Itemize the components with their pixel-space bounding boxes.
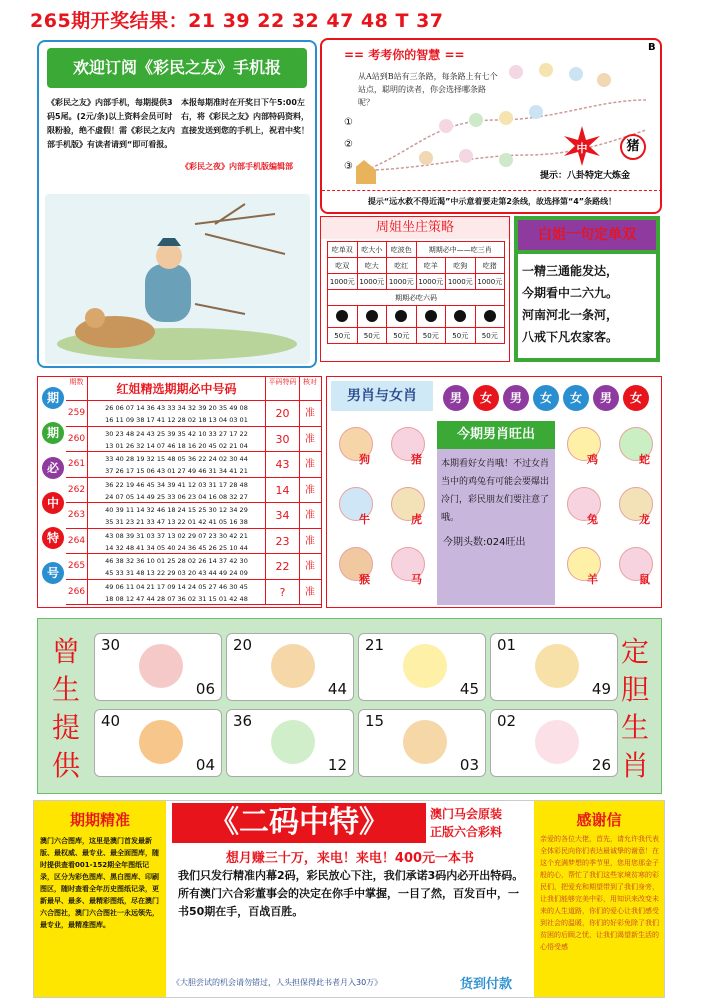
zhou-dot-2 [357, 306, 387, 328]
gender-circles [441, 385, 661, 411]
red-issue: 259 [66, 401, 88, 426]
zhou-r3c5: 50元 [446, 328, 476, 344]
animal-label: 猴 [359, 573, 370, 586]
quiz-title: == 考考你的智慧 == [344, 48, 465, 62]
red-numbers-line2: 16 11 09 38 17 41 12 28 02 18 13 04 03 01 [105, 416, 248, 424]
zhou-r3c4: 50元 [416, 328, 446, 344]
red-numbers-line1: 46 38 32 36 10 01 25 28 02 26 14 37 42 30 [105, 557, 248, 565]
red-special: 34 [266, 503, 300, 528]
red-rows [66, 401, 322, 605]
gender-circle: 女 [623, 385, 649, 411]
subscribe-left-text: 《彩民之友》内部手机，每期提供3码5尾。(2元/条)以上资料会员可时限粉验，绝不虚假！需《彩民之友内部手机版》有读者请到“即可看报。 [47, 98, 175, 149]
quiz-corner: B [648, 42, 656, 53]
zhou-r3c2: 50元 [357, 328, 387, 344]
animal-cell [611, 541, 661, 597]
female-grid [559, 421, 659, 605]
zodiac-card [490, 633, 618, 701]
zhou-six: 期期必吃六码 [328, 290, 505, 306]
red-row [66, 503, 322, 529]
left-v-1: 曾 [51, 635, 80, 668]
zodiac-icon [403, 644, 447, 688]
animal-cell [331, 481, 381, 537]
right-v-4: 肖 [620, 749, 649, 782]
animal-label: 鼠 [639, 573, 650, 586]
red-row [66, 452, 322, 478]
red-numbers [88, 427, 266, 452]
zodiac-card [358, 709, 486, 777]
animal-cell [331, 421, 381, 477]
card-number-top: 01 [497, 636, 517, 654]
ema-side [430, 805, 502, 841]
cod-label: 货到付款 [460, 977, 513, 992]
zhou-r2c4: 1000元 [416, 274, 446, 290]
card-number-top: 40 [101, 712, 121, 730]
red-numbers-line1: 30 23 48 24 43 25 39 35 42 10 33 27 17 22 [105, 429, 248, 438]
gender-title: 男肖与女肖 [331, 381, 433, 411]
red-issue: 264 [66, 529, 88, 554]
zhou-r1c2: 吃大 [357, 258, 387, 274]
gender-circle: 女 [473, 385, 499, 411]
route-3: ③ [344, 161, 353, 172]
red-numbers [88, 554, 266, 579]
left-v-4: 供 [51, 749, 80, 782]
bai-panel [514, 216, 660, 362]
thx-text: 亲爱的各位大佬，首先，请允许我代表全体彩民向你们表达最诚挚的谢意！在这个充满梦想的季节里，您用您那金子般的心，帮忙了我们这些家境贫寒的彩民们，把爱充和期望带到了我们身旁，让我们能够完美中彩，用知识来改变未来的人生道路，你们的爱心让我们感受到社会的温暖，你们的好彩免除了我们贫困的后顾之忧，让我们渴望新生活的心悟受感 [540, 835, 659, 951]
subscribe-sign: 《彩民之夜》内部手机版编辑部 [181, 162, 293, 171]
quiz-panel [320, 38, 662, 214]
zhou-title: 周姐坐庄策略 [321, 217, 509, 239]
red-numbers-line1: 36 22 19 46 45 34 39 41 12 03 31 17 28 48 [105, 480, 248, 489]
red-numbers-line2: 14 32 48 41 34 05 40 24 36 45 26 25 10 44 [105, 543, 248, 552]
red-check: 准 [305, 561, 315, 572]
gender-circle: 女 [563, 385, 589, 411]
side-3: 必 [42, 457, 64, 479]
red-h-special: 平码特码 [266, 377, 300, 400]
red-row [66, 554, 322, 580]
gender-circle: 男 [593, 385, 619, 411]
zodiac-card [226, 709, 354, 777]
animal-label: 兔 [587, 513, 598, 526]
ema-note: 《大胆尝试的机会请勿错过，人头担保得此书者月入30万》 [172, 978, 383, 987]
animal-label: 牛 [359, 513, 370, 526]
zodiac-card [490, 709, 618, 777]
red-numbers [88, 503, 266, 528]
card-number-bottom: 49 [591, 680, 611, 698]
zhou-r2c2: 1000元 [357, 274, 387, 290]
thx-title: 感谢信 [576, 811, 622, 829]
quiz-tip: 提示“远水救不得近渴”中示意着要走第2条线，故选择第“4”条路线！ [322, 190, 662, 214]
animal-label: 龙 [639, 513, 650, 526]
zodiac-icon [271, 644, 315, 688]
ema-side-1: 澳门马会原装 [430, 807, 503, 821]
side-5: 特 [42, 527, 64, 549]
ema-panel [168, 801, 532, 997]
zhou-r2c6: 1000元 [475, 274, 505, 290]
gender-circle: 男 [443, 385, 469, 411]
red-check: 准 [305, 459, 315, 470]
animal-label: 鸡 [587, 453, 598, 466]
route-1: ① [344, 117, 353, 128]
left-vertical [46, 633, 86, 785]
ema-body: 我们只发行精准内幕2码，彩民放心下注，我们承诺3码内必开出特码。所有澳门六合彩董事会的决定在你手中掌握，一目了然，百发百中，一书50期在手，百战百胜。 [178, 869, 524, 918]
zhou-r1c6: 吃猪 [475, 258, 505, 274]
bai-poem [518, 254, 656, 358]
red-check: 准 [305, 408, 315, 419]
card-number-bottom: 06 [195, 680, 215, 698]
red-numbers-line1: 43 08 39 31 03 37 13 02 29 07 23 30 42 21 [105, 531, 248, 540]
bai-line-4: 八戒下凡农家客。 [522, 330, 619, 344]
quiz-hint: 提示：八卦特定大炼金 [540, 171, 631, 181]
zodiac-card [358, 633, 486, 701]
red-numbers-line1: 40 39 11 14 32 46 18 24 15 25 30 12 34 29 [105, 506, 248, 514]
zhou-dot-1 [328, 306, 358, 328]
red-numbers-line2: 18 08 12 47 44 28 07 36 02 31 15 01 42 48 [105, 594, 248, 603]
card-number-bottom: 04 [195, 756, 215, 774]
zhou-r3c6: 50元 [475, 328, 505, 344]
jz-text: 澳门六合图库，这里是澳门首发最新版、最权威、最专业、最全面图库，随时提供查看001-152期全年图纸记录，区分为彩色图库、黑白图库、印刷图区，随时查看全年历史图纸记录，更新最早、最多、最精彩图纸，尽在澳门六合图社，澳门六合图社一永远领先，最专业，最精准图库。 [40, 837, 159, 929]
red-issue: 261 [66, 452, 88, 477]
zhou-r3c1: 50元 [328, 328, 358, 344]
red-numbers-line2: 13 01 26 32 14 07 46 18 16 20 45 02 21 04 [105, 441, 248, 450]
zhou-h4: 期期必中——吃三肖 [416, 242, 505, 258]
red-row [66, 478, 322, 504]
subscribe-panel [37, 40, 317, 368]
red-numbers-line2: 35 31 23 21 33 47 13 22 01 42 41 05 16 38 [105, 518, 248, 526]
red-row [66, 580, 322, 606]
zhou-r2c1: 1000元 [328, 274, 358, 290]
side-4: 中 [42, 492, 64, 514]
card-number-bottom: 03 [459, 756, 479, 774]
red-side [41, 387, 63, 584]
red-panel [37, 376, 322, 608]
red-numbers-line1: 49 06 11 04 21 17 09 14 24 05 27 46 30 45 [105, 582, 248, 591]
card-number-top: 36 [233, 712, 253, 730]
side-2: 期 [42, 422, 64, 444]
red-issue: 265 [66, 554, 88, 579]
right-vertical [615, 633, 655, 785]
red-numbers [88, 478, 266, 503]
red-numbers-line2: 37 26 17 15 06 43 01 27 49 46 31 34 41 21 [105, 467, 248, 475]
zhou-r1c1: 吃双 [328, 258, 358, 274]
red-row [66, 427, 322, 453]
animal-cell [331, 541, 381, 597]
red-row [66, 529, 322, 555]
card-number-top: 20 [233, 636, 253, 654]
jz-title: 期期精准 [69, 811, 130, 829]
zodiac-icon [271, 720, 315, 764]
bai-line-1: 一精三通能发达， [522, 264, 619, 278]
gender-center [437, 421, 555, 605]
animal-label: 蛇 [639, 453, 650, 466]
zodiac-card [94, 709, 222, 777]
bai-line-3: 河南河北一条河， [522, 308, 619, 322]
ema-slogan: 想月赚三十万，来电！来电！400元一本书 [225, 851, 475, 866]
red-special: 30 [266, 427, 300, 452]
left-v-3: 提 [51, 711, 80, 744]
red-check: 准 [305, 484, 315, 496]
zodiac-icon [535, 720, 579, 764]
gender-head: 今期头数:024旺出 [443, 537, 526, 548]
animal-label: 马 [411, 573, 422, 586]
zhou-dot-4 [416, 306, 446, 328]
animal-cell [383, 421, 433, 477]
red-header [66, 377, 322, 401]
animal-cell [383, 541, 433, 597]
card-number-bottom: 44 [327, 680, 347, 698]
red-special: ? [266, 580, 300, 605]
quiz-question: 从A站到B站有三条路，每条路上有七个站点，聪明的读者，你会选择哪条路呢？ [358, 72, 498, 107]
red-issue: 263 [66, 503, 88, 528]
subscribe-right-text: 本报每期准时在开奖日下午5:00左右，将《彩民之友》内部特码资料，直接发送到您的手机上，祝君中奖！ [181, 98, 309, 135]
farmer-illustration [45, 194, 310, 364]
red-check: 准 [305, 535, 315, 547]
zhou-h2: 吃大小 [357, 242, 387, 258]
zhou-r2c3: 1000元 [387, 274, 417, 290]
animal-cell [559, 421, 609, 477]
animal-label: 狗 [359, 453, 370, 466]
left-v-2: 生 [51, 673, 80, 706]
right-v-1: 定 [620, 635, 649, 668]
right-v-2: 胆 [620, 673, 649, 706]
animal-cell [559, 481, 609, 537]
zhou-dot-5 [446, 306, 476, 328]
animal-label: 猪 [411, 453, 422, 466]
card-number-bottom: 12 [327, 756, 347, 774]
shengxiao-panel [37, 618, 662, 794]
red-h-issue: 期数 [66, 377, 88, 400]
card-number-top: 21 [365, 636, 385, 654]
zodiac-icon [139, 720, 183, 764]
right-v-3: 生 [620, 711, 649, 744]
zodiac-icon [535, 644, 579, 688]
zhou-r1c5: 吃狗 [446, 258, 476, 274]
zhou-r1c3: 吃红 [387, 258, 417, 274]
gender-panel [326, 376, 662, 608]
animal-cell [611, 421, 661, 477]
zhou-panel [320, 216, 510, 362]
animal-label: 虎 [411, 513, 422, 526]
card-number-bottom: 26 [591, 756, 611, 774]
pig-answer: 猪 [620, 134, 646, 160]
bai-line-2: 今期看中二六九。 [522, 286, 619, 300]
zhou-h1: 吃单双 [328, 242, 358, 258]
route-2: ② [344, 139, 353, 150]
red-numbers [88, 580, 266, 605]
red-special: 23 [266, 529, 300, 554]
red-numbers [88, 401, 266, 426]
red-issue: 260 [66, 427, 88, 452]
zhou-table [327, 241, 505, 344]
red-h-check: 核对 [303, 378, 317, 386]
bai-title: 白姐一句定单双 [518, 220, 656, 250]
red-numbers-line1: 26 06 07 14 36 43 33 34 32 39 20 35 49 08 [105, 404, 248, 412]
red-numbers-line2: 45 33 31 48 13 22 29 03 20 43 44 49 24 09 [105, 569, 248, 577]
result-header: 265期开奖结果：21 39 22 32 47 48 T 37 [30, 10, 444, 32]
ema-title: 《二码中特》 [172, 803, 426, 843]
side-1: 期 [42, 387, 64, 409]
card-number-top: 15 [365, 712, 385, 730]
red-check: 准 [305, 586, 315, 598]
red-numbers-line1: 33 40 28 19 32 15 48 05 36 22 24 02 30 44 [105, 455, 248, 463]
red-check: 准 [305, 433, 315, 445]
red-h-title: 红姐精选期期必中号码 [88, 377, 266, 400]
red-numbers [88, 452, 266, 477]
red-check: 准 [305, 510, 315, 521]
zhou-r1c4: 吃羊 [416, 258, 446, 274]
card-number-top: 02 [497, 712, 517, 730]
red-special: 14 [266, 478, 300, 503]
card-number-top: 30 [101, 636, 121, 654]
thx-panel [534, 801, 664, 997]
zodiac-icon [139, 644, 183, 688]
animal-label: 羊 [587, 573, 598, 586]
bottom-panel [33, 800, 665, 998]
red-numbers-line2: 24 07 05 14 49 25 33 06 23 04 16 08 32 27 [105, 492, 248, 501]
zhou-dot-6 [475, 306, 505, 328]
subscribe-title: 欢迎订阅《彩民之友》手机报 [47, 48, 307, 88]
animal-cell [611, 481, 661, 537]
zhong-label: 中 [576, 142, 588, 155]
jz-panel [34, 801, 166, 997]
gender-center-title: 今期男肖旺出 [437, 421, 555, 449]
gender-circle: 女 [533, 385, 559, 411]
zodiac-card [226, 633, 354, 701]
red-special: 20 [266, 401, 300, 426]
zodiac-icon [403, 720, 447, 764]
quiz-route-numbers [344, 112, 353, 178]
zodiac-card [94, 633, 222, 701]
red-special: 43 [266, 452, 300, 477]
side-6: 号 [42, 562, 64, 584]
gender-circle: 男 [503, 385, 529, 411]
red-special: 22 [266, 554, 300, 579]
zhou-dot-3 [387, 306, 417, 328]
animal-cell [383, 481, 433, 537]
zhou-r2c5: 1000元 [446, 274, 476, 290]
card-number-bottom: 45 [459, 680, 479, 698]
male-grid [331, 421, 435, 605]
animal-cell [559, 541, 609, 597]
ema-side-2: 正版六合彩料 [430, 825, 503, 839]
red-issue: 266 [66, 580, 88, 605]
gender-center-text: 本期看好女肖哦！不过女肖当中的鸡兔有可能会要爆出冷门，彩民朋友们要注意了哦。 [441, 459, 550, 523]
red-row [66, 401, 322, 427]
red-issue: 262 [66, 478, 88, 503]
red-numbers [88, 529, 266, 554]
zhou-h3: 吃波色 [387, 242, 417, 258]
red-table [66, 377, 322, 605]
zhou-r3c3: 50元 [387, 328, 417, 344]
